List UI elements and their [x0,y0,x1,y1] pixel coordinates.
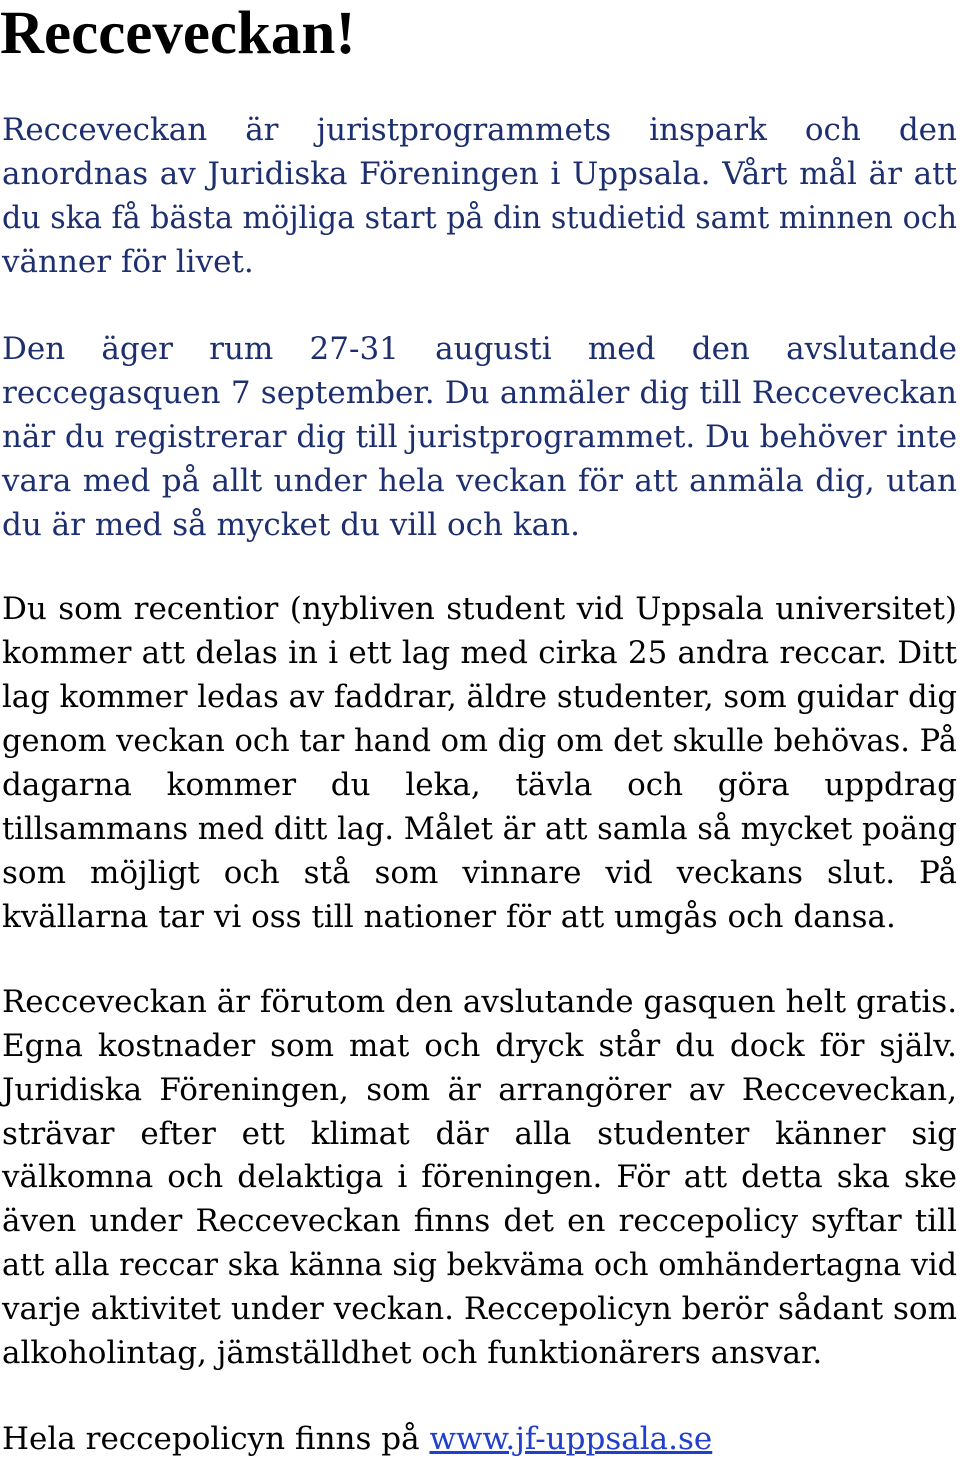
policy-line: varje aktivitet under veckan. Reccepolicyn berör sådant som [2,1291,957,1327]
teams-line: kvällarna tar vi oss till nationer för att umgås och dansa. [2,899,896,935]
dates-line: du är med så mycket du vill och kan. [2,507,580,543]
teams-line: kommer att delas in i ett lag med cirka 25 andra reccar. Ditt [2,635,957,671]
teams-line: genom veckan och tar hand om dig om det skulle behövas. På [2,723,957,759]
policy-line: strävar efter ett klimat där alla studenter känner sig [2,1116,957,1152]
dates-line: Den äger rum 27-31 augusti med den avslutande [2,331,957,367]
policy-link-prefix: Hela reccepolicyn finns på [2,1421,430,1457]
intro-line: vänner för livet. [2,244,254,280]
teams-line: tillsammans med ditt lag. Målet är att samla så mycket poäng [2,811,958,847]
policy-line: Recceveckan är förutom den avslutande gasquen helt gratis. [2,984,958,1020]
teams-line: dagarna kommer du leka, tävla och göra uppdrag [2,767,957,803]
dates-line: när du registrerar dig till juristprogrammet. Du behöver inte [2,419,958,455]
policy-line: Egna kostnader som mat och dryck står du dock för själv. [2,1028,957,1064]
policy-line: att alla reccar ska känna sig bekväma och omhändertagna vid [2,1247,958,1283]
policy-line: Juridiska Föreningen, som är arrangörer av Recceveckan, [2,1072,957,1108]
dates-line: vara med på allt under hela veckan för att anmäla dig, utan [2,463,957,499]
policy-line: alkoholintag, jämställdhet och funktionärers ansvar. [2,1335,823,1371]
policy-line: även under Recceveckan finns det en reccepolicy syftar till [2,1203,957,1239]
page-title: Recceveckan! [0,0,356,67]
jf-uppsala-link[interactable]: www.jf-uppsala.se [429,1421,713,1457]
intro-line: anordnas av Juridiska Föreningen i Uppsala. Vårt mål är att [2,156,957,192]
policy-line: välkomna och delaktiga i föreningen. För att detta ska ske [2,1159,957,1195]
intro-line: du ska få bästa möjliga start på din studietid samt minnen och [2,200,958,236]
intro-line: Recceveckan är juristprogrammets inspark och den [2,112,957,148]
dates-line: reccegasquen 7 september. Du anmäler dig till Recceveckan [2,375,957,411]
teams-line: Du som recentior (nybliven student vid Uppsala universitet) [2,591,957,627]
teams-line: som möjligt och stå som vinnare vid veckans slut. På [2,855,957,891]
policy-link-line [2,1419,957,1459]
teams-line: lag kommer ledas av faddrar, äldre studenter, som guidar dig [2,679,958,715]
